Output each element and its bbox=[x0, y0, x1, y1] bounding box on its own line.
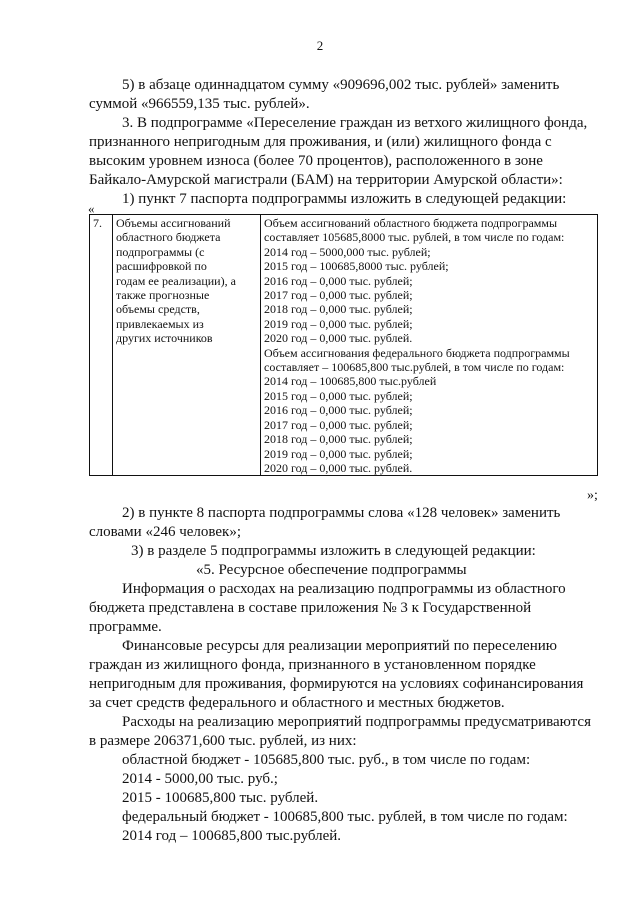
section-title: «5. Ресурсное обеспечение подпрограммы bbox=[196, 562, 467, 578]
label-line: также прогнозные bbox=[116, 288, 210, 303]
label-line: подпрограммы (с bbox=[116, 244, 205, 259]
label-line: привлекаемых из bbox=[116, 316, 204, 331]
budget-list-line: 2014 год – 100685,800 тыс.рублей. bbox=[122, 828, 342, 844]
row-label-cell bbox=[113, 215, 261, 476]
opening-quote: « bbox=[88, 201, 95, 216]
budget-list-line: 2014 - 5000,00 тыс. руб.; bbox=[122, 771, 278, 787]
label-line: годам ее реализации), а bbox=[116, 273, 236, 288]
content-line: составляет – 100685,800 тыс.рублей, в том числе по годам: bbox=[264, 360, 565, 375]
content-line: Объем ассигнования федерального бюджета подпрограммы bbox=[264, 345, 570, 360]
para-info-line-3: программе. bbox=[89, 619, 162, 635]
label-line: других источников bbox=[116, 331, 213, 346]
content-line: 2014 год – 5000,000 тыс. рублей; bbox=[264, 244, 431, 259]
para-3-line-2: признанного непригодным для проживания, и (или) жилищного фонда с bbox=[89, 134, 552, 150]
label-line: областного бюджета bbox=[116, 230, 221, 245]
table-row bbox=[90, 215, 598, 476]
content-line: 2016 год – 0,000 тыс. рублей; bbox=[264, 403, 413, 418]
row-number-cell: 7. bbox=[90, 215, 113, 476]
item-2-line-1: 2) в пункте 8 паспорта подпрограммы слова «128 человек» заменить bbox=[122, 505, 561, 521]
content-line: 2020 год – 0,000 тыс. рублей. bbox=[264, 460, 413, 475]
content-line: 2014 год – 100685,800 тыс.рублей bbox=[264, 374, 437, 389]
content-line: 2015 год – 0,000 тыс. рублей; bbox=[264, 388, 413, 403]
content-line: 2019 год – 0,000 тыс. рублей; bbox=[264, 446, 413, 461]
content-line: 2018 год – 0,000 тыс. рублей; bbox=[264, 432, 413, 447]
para-3-line-3: высоким уровнем износа (более 70 процентов), расположенного в зоне bbox=[89, 153, 543, 169]
page-number: 2 bbox=[316, 38, 324, 53]
para-fin-line-3: непригодным для проживания, формируются на условиях софинансирования bbox=[89, 676, 584, 692]
closing-quote: »; bbox=[587, 488, 598, 503]
budget-list-line: областной бюджет - 105685,800 тыс. руб., в том числе по годам: bbox=[122, 752, 531, 768]
label-line: объемы средств, bbox=[116, 302, 200, 317]
para-info-line-1: Информация о расходах на реализацию подпрограммы из областного bbox=[122, 581, 566, 597]
allocations-table bbox=[89, 214, 598, 476]
para-5-line-1: 5) в абзаце одиннадцатом сумму «909696,002 тыс. рублей» заменить bbox=[122, 77, 560, 93]
content-line: 2020 год – 0,000 тыс. рублей. bbox=[264, 331, 413, 346]
content-line: 2017 год – 0,000 тыс. рублей; bbox=[264, 417, 413, 432]
content-line: 2019 год – 0,000 тыс. рублей; bbox=[264, 316, 413, 331]
para-info-line-2: бюджета представлена в составе приложения № 3 к Государственной bbox=[89, 600, 532, 616]
para-fin-line-1: Финансовые ресурсы для реализации мероприятий по переселению bbox=[122, 638, 557, 654]
budget-list-line: 2015 - 100685,800 тыс. рублей. bbox=[122, 790, 319, 806]
row-content-cell bbox=[261, 215, 598, 476]
budget-list-line: федеральный бюджет - 100685,800 тыс. рублей, в том числе по годам: bbox=[122, 809, 568, 825]
item-3-text: 3) в разделе 5 подпрограммы изложить в следующей редакции: bbox=[131, 543, 536, 559]
para-3-line-4: Байкало-Амурской магистрали (БАМ) на территории Амурской области»: bbox=[89, 172, 563, 188]
content-line: 2017 год – 0,000 тыс. рублей; bbox=[264, 288, 413, 303]
label-line: расшифровкой по bbox=[116, 259, 207, 274]
para-5-line-2: суммой «966559,135 тыс. рублей». bbox=[89, 96, 310, 112]
content-line: 2018 год – 0,000 тыс. рублей; bbox=[264, 302, 413, 317]
label-line: Объемы ассигнований bbox=[116, 216, 231, 230]
content-line: 2015 год – 100685,8000 тыс. рублей; bbox=[264, 259, 449, 274]
item-2-line-2: словами «246 человек»; bbox=[89, 524, 241, 540]
content-line: составляет 105685,8000 тыс. рублей, в том числе по годам: bbox=[264, 230, 565, 245]
para-exp-line-1: Расходы на реализацию мероприятий подпрограммы предусматриваются bbox=[122, 714, 591, 730]
content-line: Объем ассигнований областного бюджета подпрограммы bbox=[264, 216, 558, 230]
para-exp-line-2: в размере 206371,600 тыс. рублей, из них: bbox=[89, 733, 357, 749]
para-fin-line-4: за счет средств федерального и областного и местных бюджетов. bbox=[89, 695, 505, 711]
para-3-line-1: 3. В подпрограмме «Переселение граждан из ветхого жилищного фонда, bbox=[122, 115, 588, 131]
item-1-text: 1) пункт 7 паспорта подпрограммы изложить в следующей редакции: bbox=[122, 191, 567, 207]
para-fin-line-2: граждан из жилищного фонда, признанного в установленном порядке bbox=[89, 657, 536, 673]
content-line: 2016 год – 0,000 тыс. рублей; bbox=[264, 273, 413, 288]
